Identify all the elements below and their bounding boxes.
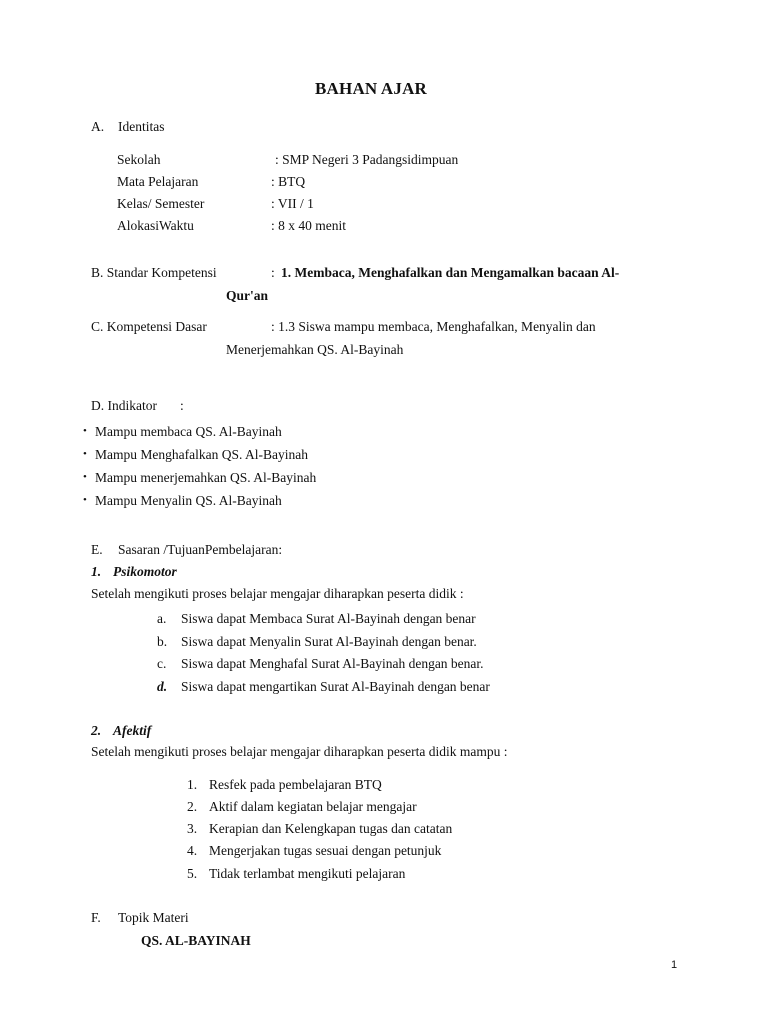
afektif-intro: Setelah mengikuti proses belajar mengajar diharapkan peserta didik mampu :: [91, 744, 508, 759]
afektif-marker: 1.: [187, 777, 198, 792]
afektif-marker: 3.: [187, 821, 198, 836]
psikomotor-intro: Setelah mengikuti proses belajar mengajar diharapkan peserta didik :: [91, 586, 464, 601]
document-title: BAHAN AJAR: [315, 79, 428, 98]
afektif-marker: 2.: [187, 799, 198, 814]
psikomotor-marker: a.: [157, 611, 167, 626]
indikator-item: Mampu Menghafalkan QS. Al-Bayinah: [95, 447, 308, 462]
identitas-label-sekolah: Sekolah: [117, 152, 161, 167]
section-e-letter: E.: [91, 542, 103, 557]
afektif-heading: Afektif: [113, 723, 152, 738]
afektif-item: Mengerjakan tugas sesuai dengan petunjuk: [209, 843, 442, 858]
identitas-value-sekolah: : SMP Negeri 3 Padangsidimpuan: [275, 152, 459, 167]
indikator-item: Mampu menerjemahkan QS. Al-Bayinah: [95, 470, 317, 485]
bullet-icon: •: [83, 448, 87, 460]
section-f-letter: F.: [91, 910, 101, 925]
afektif-marker: 5.: [187, 866, 198, 881]
page-number: 1: [671, 959, 678, 971]
identitas-value-kelas: : VII / 1: [271, 196, 314, 211]
psikomotor-marker: c.: [157, 656, 167, 671]
afektif-number: 2.: [91, 723, 102, 738]
afektif-item: Kerapian dan Kelengkapan tugas dan catatan: [209, 821, 453, 836]
section-b-value-line2: Qur'an: [226, 288, 269, 303]
psikomotor-marker: d.: [157, 679, 168, 694]
section-d-colon: :: [180, 398, 184, 413]
afektif-item: Aktif dalam kegiatan belajar mengajar: [209, 799, 417, 814]
section-a-letter: A.: [91, 119, 105, 134]
section-c-value-line2: Menerjemahkan QS. Al-Bayinah: [226, 342, 404, 357]
afektif-item: Resfek pada pembelajaran BTQ: [209, 777, 382, 792]
identitas-value-mapel: : BTQ: [271, 174, 306, 189]
section-f-value: QS. AL-BAYINAH: [141, 933, 251, 948]
psikomotor-heading: Psikomotor: [113, 564, 177, 579]
psikomotor-item: Siswa dapat mengartikan Surat Al-Bayinah dengan benar: [181, 679, 490, 694]
psikomotor-number: 1.: [91, 564, 102, 579]
section-b-value-line1: 1. Membaca, Menghafalkan dan Mengamalkan bacaan Al-: [281, 265, 620, 280]
indikator-item: Mampu Menyalin QS. Al-Bayinah: [95, 493, 282, 508]
identitas-label-kelas: Kelas/ Semester: [117, 196, 205, 211]
psikomotor-item: Siswa dapat Menyalin Surat Al-Bayinah dengan benar.: [181, 634, 477, 649]
section-a-heading: Identitas: [118, 119, 165, 134]
section-b-colon: :: [271, 265, 275, 280]
psikomotor-item: Siswa dapat Membaca Surat Al-Bayinah dengan benar: [181, 611, 476, 626]
section-c-label: C. Kompetensi Dasar: [91, 319, 207, 334]
identitas-label-mapel: Mata Pelajaran: [117, 174, 199, 189]
bullet-icon: •: [83, 425, 87, 437]
afektif-item: Tidak terlambat mengikuti pelajaran: [209, 866, 406, 881]
identitas-label-alokasi: AlokasiWaktu: [117, 218, 194, 233]
bullet-icon: •: [83, 494, 87, 506]
section-e-heading: Sasaran /TujuanPembelajaran:: [118, 542, 283, 557]
psikomotor-marker: b.: [157, 634, 168, 649]
afektif-marker: 4.: [187, 843, 198, 858]
section-b-label: B. Standar Kompetensi: [91, 265, 217, 280]
indikator-item: Mampu membaca QS. Al-Bayinah: [95, 424, 282, 439]
psikomotor-item: Siswa dapat Menghafal Surat Al-Bayinah dengan benar.: [181, 656, 484, 671]
section-c-value-line1: : 1.3 Siswa mampu membaca, Menghafalkan, Menyalin dan: [271, 319, 596, 334]
section-d-label: D. Indikator: [91, 398, 157, 413]
identitas-value-alokasi: : 8 x 40 menit: [271, 218, 346, 233]
section-f-heading: Topik Materi: [118, 910, 189, 925]
bullet-icon: •: [83, 471, 87, 483]
